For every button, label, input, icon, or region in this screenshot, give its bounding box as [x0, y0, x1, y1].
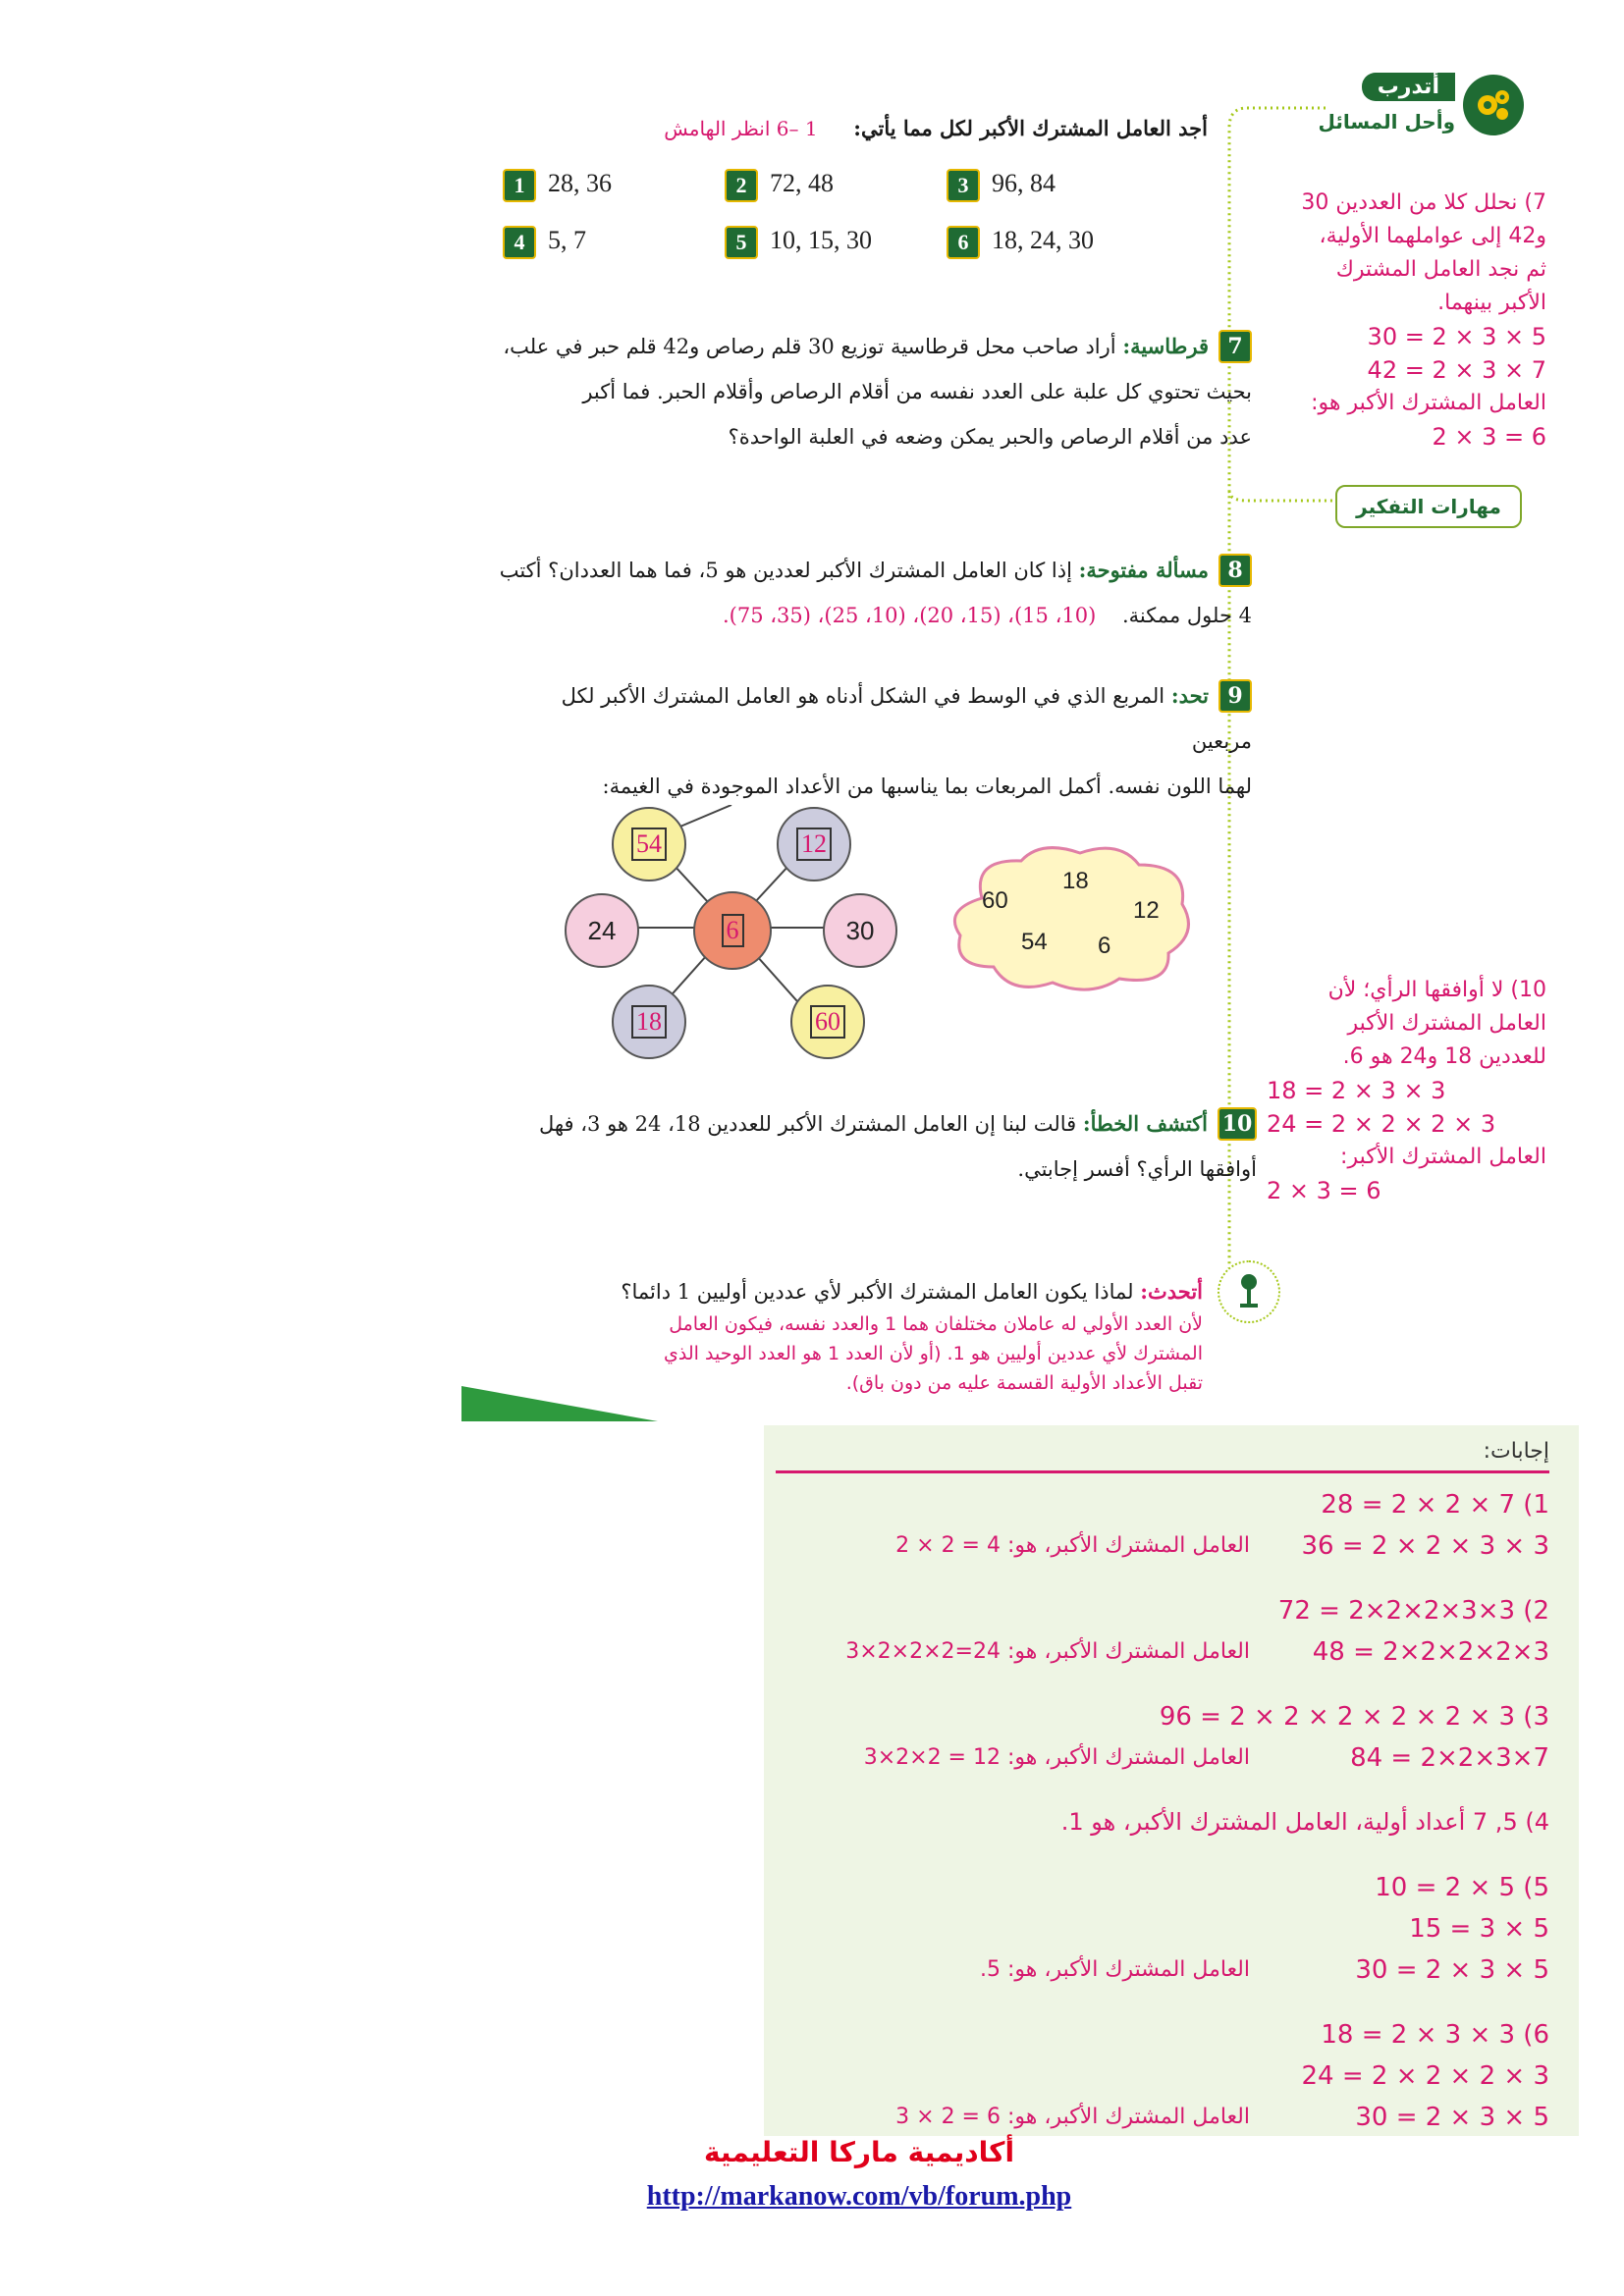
question-9: 9تحد: المربع الذي في الوسط في الشكل أدناه هو العامل المشترك الأكبر لكل مربعين لهما اللون نفسه. أكمل المربعات بما يناسبها من الأعداد الموجودة في الغيمة:	[496, 673, 1252, 809]
exercise-5: 5 10, 15, 30	[725, 226, 872, 259]
green-wedge	[461, 1374, 668, 1423]
exercise-3: 3 96, 84	[947, 169, 1056, 202]
q8-answer: (10، 15)، (15، 20)، (10، 25)، (35، 75).	[722, 604, 1097, 627]
margin-answer-7: 7) نحلل كلا من العددين 30 و42 إلى عواملهما الأولية، ثم نجد العامل المشترك الأكبر بينهما. 30 = 2 × 3 × 5 42 = 2 × 3 × 7 العامل المشترك الأكبر هو: 2 × 3 = 6	[1301, 190, 1546, 451]
intro-line	[648, 106, 1208, 151]
number-cloud	[943, 839, 1200, 996]
intro-note: 1 –6 انظر الهامش	[664, 117, 818, 140]
cloud-number-12: 12	[1133, 897, 1160, 924]
exercise-2: 2 72, 48	[725, 169, 834, 202]
gear-icon	[1463, 75, 1524, 135]
cloud-number-18: 18	[1062, 868, 1089, 894]
question-10: 10أكتشف الخطأ: قالت لبنا إن العامل المشترك الأكبر للعددين 18، 24 هو 3، فهل أوافقها الرأي؟ أفسر إجابتي.	[496, 1101, 1257, 1192]
exercise-1: 1 28, 36	[503, 169, 612, 202]
circle-center: 6	[693, 891, 772, 970]
badge-main: أتدرب	[1362, 73, 1455, 101]
circle-top-right: 12	[777, 807, 851, 881]
talk-section: أتحدث: لماذا يكون العامل المشترك الأكبر لأي عددين أوليين 1 دائما؟ لأن العدد الأولي له عاملان مختلفان هما 1 والعدد نفسه، فيكون العامل المشترك لأي عددين أوليين هو 1. (أو لأن العدد 1 هو العدد الوحيد الذي تقبل الأعداد الأولية القسمة عليه من دون باق).	[621, 1279, 1203, 1394]
badge-sub: وأحل المسائل	[1318, 110, 1455, 133]
circle-top-left: 54	[612, 807, 686, 881]
cloud-number-60: 60	[982, 887, 1008, 914]
question-7: 7قرطاسية: أراد صاحب محل قرطاسية توزيع 30 قلم رصاص و42 قلم حبر في علب، بحيث تحتوي كل علبة على العدد نفسه من أقلام الرصاص وأقلام الحبر. فما أكبر عدد من أقلام الرصاص والحبر يمكن وضعه في العلبة الواحدة؟	[496, 324, 1252, 459]
section-badge	[1318, 71, 1524, 141]
question-8: 8مسألة مفتوحة: إذا كان العامل المشترك الأكبر لعددين هو 5، فما هما العددان؟ أكتب 4 حلول ممكنة. (10، 15)، (15، 20)، (10، 25)، (35، 75).	[496, 548, 1252, 638]
exercise-4: 4 5, 7	[503, 226, 586, 259]
thinking-skills-badge: مهارات التفكير	[1335, 485, 1522, 528]
circle-right: 30	[823, 893, 897, 968]
academy-name: أكاديمية ماركا التعليمية	[703, 2136, 1015, 2168]
circle-bottom-right: 60	[790, 985, 865, 1059]
answers-box: إجابات: 28 = 2 × 2 × 7 (1 36 = 2 × 2 × 3 × 3 العامل المشترك الأكبر، هو: 4 = 2 × 2 72 = 2×2×2×3×3 (2 48 = 2×2×2×2×3 العامل المشترك الأكبر، هو: 24=2×2×2×3 96 = 2 × 2 × 2 × 2 × 2 × 3 (3 84 = 2×2×3×7 العامل المشترك الأكبر، هو: 12 = 2×2×3 4) 5, 7 أعداد أولية، العامل المشترك الأكبر، هو 1. 10 = 2 × 5 (5 15 = 3 × 5 30 = 2 × 3 × 5 العامل المشترك الأكبر، هو: 5. 18 = 2 × 3 × 3 (6 24 = 2 × 2 × 2 × 3 30 = 2 × 3 × 5 العامل المشترك الأكبر، هو: 6 = 2 × 3	[764, 1425, 1579, 2136]
cloud-number-6: 6	[1098, 933, 1111, 959]
intro-text: أجد العامل المشترك الأكبر لكل مما يأتي:	[853, 116, 1208, 140]
cloud-number-54: 54	[1021, 929, 1048, 955]
microphone-icon	[1218, 1260, 1280, 1323]
margin-answer-10: 10) لا أوافقها الرأي؛ لأن العامل المشترك الأكبر للعددين 18 و24 هو 6. 18 = 2 × 3 × 3 24 = 2 × 2 × 2 × 3 العامل المشترك الأكبر: 2 × 3 = 6	[1267, 978, 1546, 1204]
forum-link[interactable]: http://markanow.com/vb/forum.php	[646, 2181, 1072, 2212]
answers-divider	[776, 1470, 1549, 1473]
exercise-6: 6 18, 24, 30	[947, 226, 1094, 259]
circle-left: 24	[565, 893, 639, 968]
circle-bottom-left: 18	[612, 985, 686, 1059]
answers-title: إجابات:	[1483, 1439, 1549, 1464]
